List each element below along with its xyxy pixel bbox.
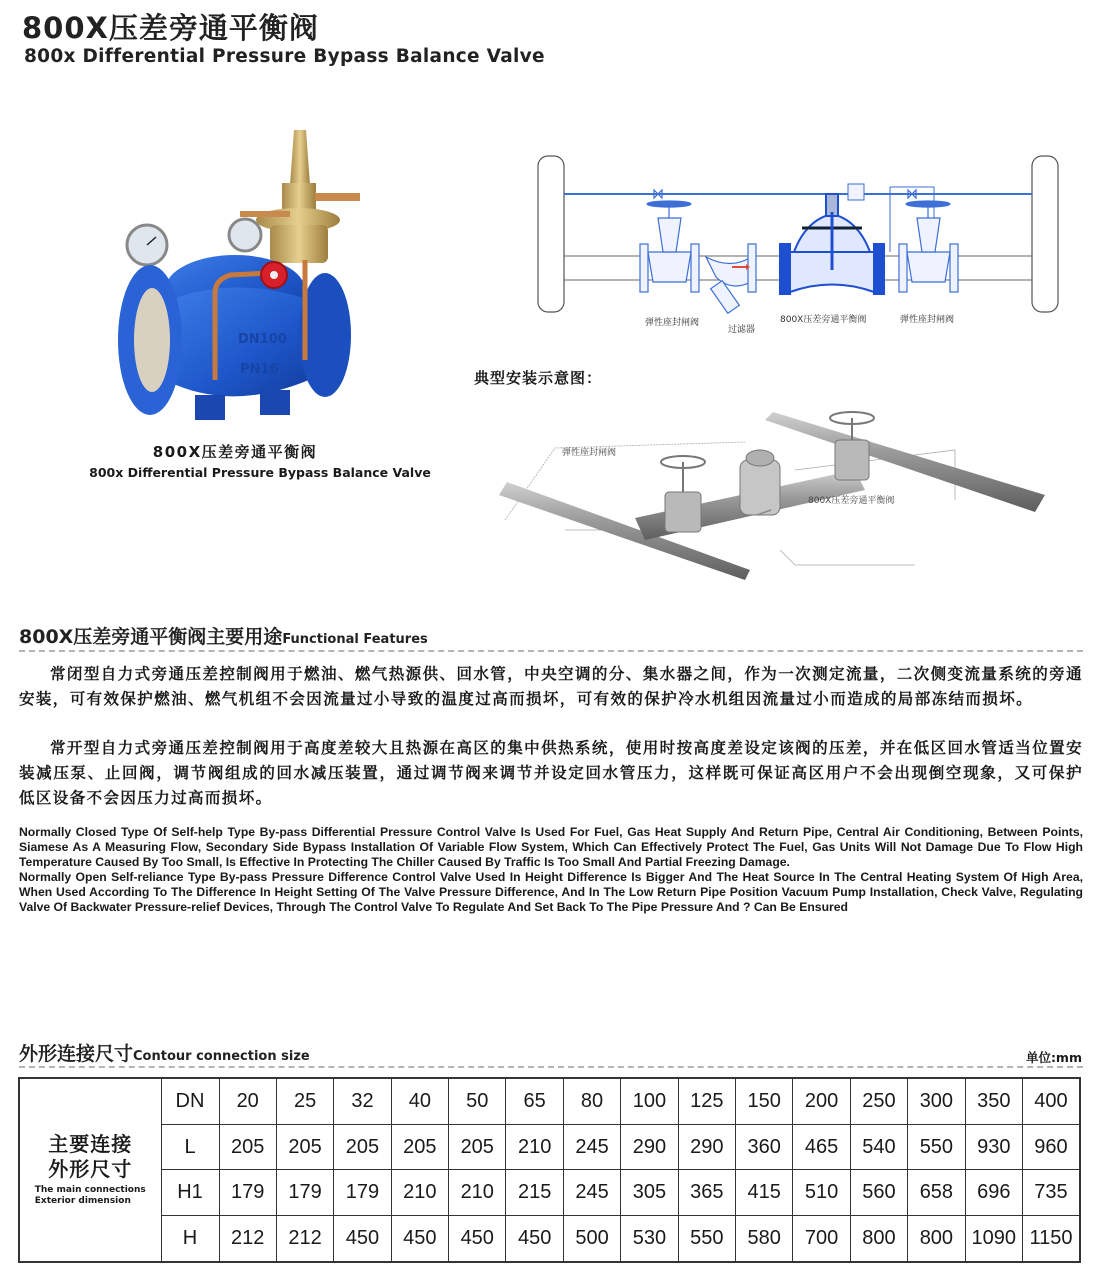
table-row-h xyxy=(19,1216,1080,1263)
table-cell: 205 xyxy=(219,1124,276,1170)
table-cell: 125 xyxy=(678,1078,735,1124)
dimensions-divider xyxy=(19,1066,1083,1068)
dimensions-table xyxy=(18,1077,1081,1263)
table-cell: 80 xyxy=(563,1078,620,1124)
features-en-paragraph-1: Normally Closed Type Of Self-help Type By-pass Differential Pressure Control Valve Is Used For Fuel, Gas Heat Supply And Return Pipe, Central Air Conditioning, Between Points, Siamese As A Measuring Flow, Secondary Side Bypass Installation Of Variable Flow System, Which Can Effectively Protect The Fuel, Gas Units Will Not Damage Due To Flow High Temperature Caused By Too Small, Is Effective In Protecting The Chiller Caused By Traffic Is Too Small And Partial Freezing Damage. xyxy=(19,825,1083,869)
table-cell: 290 xyxy=(678,1124,735,1170)
table-cell: 205 xyxy=(449,1124,506,1170)
row-header: DN xyxy=(161,1078,219,1124)
table-cell: 800 xyxy=(908,1216,965,1263)
table-cell: 450 xyxy=(391,1216,448,1263)
features-title-en: Functional Features xyxy=(282,632,428,647)
table-cell: 210 xyxy=(506,1124,563,1170)
side-label-cn-1: 主要连接 xyxy=(48,1131,133,1156)
label-main-valve: 800X压差旁通平衡阀 xyxy=(780,315,867,325)
table-cell: 415 xyxy=(736,1170,793,1216)
table-cell: 200 xyxy=(793,1078,850,1124)
table-cell: 250 xyxy=(850,1078,907,1124)
table-cell: 40 xyxy=(391,1078,448,1124)
table-cell: 212 xyxy=(276,1216,333,1263)
table-cell: 450 xyxy=(334,1216,391,1263)
table-cell: 100 xyxy=(621,1078,678,1124)
table-cell: 550 xyxy=(908,1124,965,1170)
iso-label-main-valve: 800X压差旁通平衡阀 xyxy=(808,496,895,506)
table-cell: 550 xyxy=(678,1216,735,1263)
table-cell: 800 xyxy=(850,1216,907,1263)
table-cell: 360 xyxy=(736,1124,793,1170)
table-cell: 205 xyxy=(391,1124,448,1170)
table-cell: 696 xyxy=(965,1170,1022,1216)
table-cell: 960 xyxy=(1022,1124,1080,1170)
row-header: H1 xyxy=(161,1170,219,1216)
side-label-en-1: The main connections xyxy=(34,1184,146,1195)
table-cell: 179 xyxy=(334,1170,391,1216)
table-cell: 50 xyxy=(449,1078,506,1124)
dimensions-title-cn: 外形连接尺寸 xyxy=(19,1043,134,1065)
table-cell: 150 xyxy=(736,1078,793,1124)
body-marking-pn: PN16 xyxy=(240,362,279,377)
table-cell: 450 xyxy=(449,1216,506,1263)
features-en-paragraph-2: Normally Open Self-reliance Type By-pass Pressure Difference Control Valve Used In Height Difference Is Bigger And The Heat Source In The Central Heating System Of High Area, When Used According To The Difference In Height Setting Of The Valve Pressure Difference, And In The Low Return Pipe Position Vacuum Pump Installation, Check Valve, Regulating Valve Of Backwater Pressure-relief Devices, Through The Control Valve To Regulate And Set Back To The Pipe Pressure And ? Can Be Ensured xyxy=(19,870,1083,914)
dimensions-title-en: Contour connection size xyxy=(133,1049,310,1064)
table-cell: 1150 xyxy=(1022,1216,1080,1263)
table-row-h1 xyxy=(19,1170,1080,1216)
row-header: L xyxy=(161,1124,219,1170)
table-cell: 735 xyxy=(1022,1170,1080,1216)
table-cell: 32 xyxy=(334,1078,391,1124)
label-strainer: 过滤器 xyxy=(728,325,756,335)
table-side-label xyxy=(19,1078,161,1262)
installation-title: 典型安装示意图： xyxy=(474,369,603,387)
photo-caption-cn: 800X压差旁通平衡阀 xyxy=(152,443,318,461)
table-cell: 205 xyxy=(334,1124,391,1170)
table-cell: 500 xyxy=(563,1216,620,1263)
features-title-cn: 800X压差旁通平衡阀主要用途 xyxy=(19,626,283,648)
installation-isometric xyxy=(495,400,1055,580)
row-header: H xyxy=(161,1216,219,1263)
table-cell: 290 xyxy=(621,1124,678,1170)
table-cell: 530 xyxy=(621,1216,678,1263)
table-cell: 210 xyxy=(449,1170,506,1216)
label-gate-valve-right: 弹性座封闸阀 xyxy=(900,315,955,325)
table-cell: 305 xyxy=(621,1170,678,1216)
photo-caption-en: 800x Differential Pressure Bypass Balance Valve xyxy=(89,465,431,480)
installation-schematic xyxy=(536,152,1064,342)
table-cell: 658 xyxy=(908,1170,965,1216)
table-cell: 540 xyxy=(850,1124,907,1170)
table-cell: 450 xyxy=(506,1216,563,1263)
table-cell: 215 xyxy=(506,1170,563,1216)
label-gate-valve-left: 弹性座封闸阀 xyxy=(645,318,700,328)
table-cell: 20 xyxy=(219,1078,276,1124)
table-row-dn xyxy=(19,1078,1080,1124)
features-title xyxy=(19,622,428,649)
table-cell: 400 xyxy=(1022,1078,1080,1124)
table-cell: 179 xyxy=(276,1170,333,1216)
table-cell: 65 xyxy=(506,1078,563,1124)
side-label-en-2: Exterior dimension xyxy=(34,1195,131,1206)
table-cell: 210 xyxy=(391,1170,448,1216)
unit-label: 单位:mm xyxy=(1025,1050,1082,1065)
table-cell: 350 xyxy=(965,1078,1022,1124)
features-cn-paragraph-1: 常闭型自力式旁通压差控制阀用于燃油、燃气热源供、回水管，中央空调的分、集水器之间，作为一次测定流量，二次侧变流量系统的旁通安装，可有效保护燃油、燃气机组不会因流量过小导致的温度过高而损坏，可有效的保护冷水机组因流量过小而造成的局部冻结而损坏。 xyxy=(19,665,1083,708)
table-cell: 465 xyxy=(793,1124,850,1170)
page-title: 800X压差旁通平衡阀 xyxy=(22,11,319,45)
side-label-cn-2: 外形尺寸 xyxy=(48,1156,133,1181)
table-cell: 510 xyxy=(793,1170,850,1216)
page-subtitle: 800x Differential Pressure Bypass Balance Valve xyxy=(24,46,545,67)
table-cell: 580 xyxy=(736,1216,793,1263)
table-cell: 930 xyxy=(965,1124,1022,1170)
table-cell: 300 xyxy=(908,1078,965,1124)
iso-label-gate-valve: 弹性座封闸阀 xyxy=(562,448,617,458)
table-cell: 560 xyxy=(850,1170,907,1216)
table-cell: 25 xyxy=(276,1078,333,1124)
body-marking-dn: DN100 xyxy=(238,332,287,347)
table-cell: 245 xyxy=(563,1124,620,1170)
table-cell: 179 xyxy=(219,1170,276,1216)
table-cell: 205 xyxy=(276,1124,333,1170)
dimensions-title xyxy=(19,1039,310,1066)
table-cell: 212 xyxy=(219,1216,276,1263)
features-cn-paragraph-2: 常开型自力式旁通压差控制阀用于高度差较大且热源在高区的集中供热系统，使用时按高度差设定该阀的压差，并在低区回水管适当位置安装减压泵、止回阀，调节阀组成的回水减压装置，通过调节阀来调节并设定回水管压力，这样既可保证高区用户不会出现倒空现象，又可保护低区设备不会因压力过高而损坏。 xyxy=(19,739,1083,807)
features-divider xyxy=(19,650,1083,652)
table-cell: 1090 xyxy=(965,1216,1022,1263)
table-cell: 365 xyxy=(678,1170,735,1216)
table-cell: 245 xyxy=(563,1170,620,1216)
valve-product-photo xyxy=(110,125,360,430)
table-cell: 700 xyxy=(793,1216,850,1263)
table-row-l xyxy=(19,1124,1080,1170)
features-en-block xyxy=(19,825,1083,915)
